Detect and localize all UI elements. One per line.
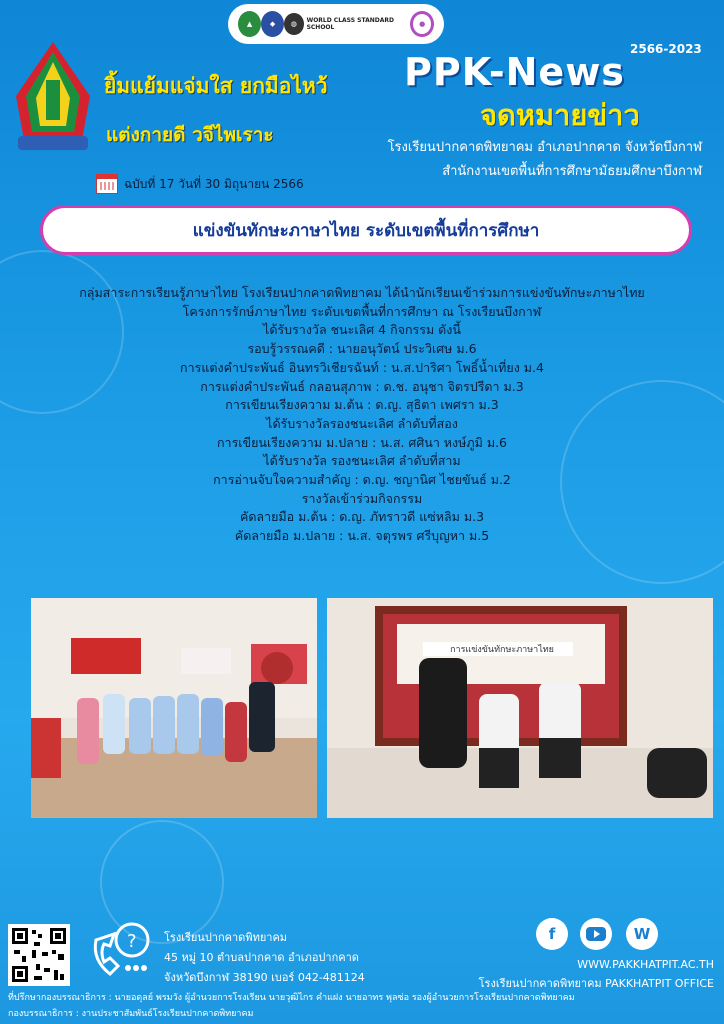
year-label: 2566-2023 [630,42,702,56]
address-line: 45 หมู่ 10 ตำบลปากคาด อำเภอปากคาด [164,951,359,964]
body-line: ได้รับรางวัลรองชนะเลิศ ลำดับที่สอง [266,415,458,431]
world-class-text: WORLD CLASS STANDARD SCHOOL [306,17,394,31]
body-line: คัดลายมือ ม.ต้น : ด.ญ. ภัทราวดี แซ่หลิม ม.3 [239,509,485,525]
newsletter-subtitle: จดหมายข่าว [480,98,640,132]
headline-banner: แข่งขันทักษะภาษาไทย ระดับเขตพื้นที่การศึกษา [40,205,692,255]
issue-info [96,174,304,194]
school-logo-icon: ▲ [238,11,261,37]
phone-chat-icon [88,920,152,980]
body-line: โครงการรักษ์ภาษาไทย ระดับเขตพื้นที่การศึกษา ณ โรงเรียนบึงกาฬ [182,303,542,319]
body-line: ได้รับรางวัล รองชนะเลิศ ลำดับที่สาม [263,453,461,469]
district-logo-icon: ◆ [261,11,284,37]
school-emblem-icon [10,40,96,152]
world-class-logo [284,13,410,35]
issue-text: ฉบับที่ 17 วันที่ 30 มิถุนายน 2566 [124,176,304,191]
website-icon[interactable]: W [626,918,658,950]
body-line: คัดลายมือ ม.ปลาย : น.ส. จตุรพร ศรีบุญหา ม.5 [234,528,490,544]
top-logo-bar [228,4,444,44]
address-line: จังหวัดบึงกาฬ 38190 เบอร์ 042-481124 [164,971,365,984]
ppk-logo-icon: ● [410,11,434,37]
school-address [164,928,365,988]
group-photo [31,598,317,818]
youtube-icon[interactable] [580,918,612,950]
slogan-line-1: ยิ้มแย้มแจ่มใส ยกมือไหว้ [104,74,328,98]
students-photo [327,598,713,818]
school-name-line: โรงเรียนปากคาดพิทยาคม อำเภอปากคาด จังหวัดบึงกาฬ [387,140,702,155]
svg-text:?: ? [127,931,137,952]
photo-banner-text: การแข่งขันทักษะภาษาไทย [450,645,554,655]
office-name: โรงเรียนปากคาดพิทยาคม PAKKHATPIT OFFICE [478,977,714,990]
slogan-line-2: แต่งกายดี วจีไพเราะ [106,124,274,146]
education-office-line: สำนักงานเขตพื้นที่การศึกษามัธยมศึกษาบึงกาฬ [442,164,702,179]
body-line: กลุ่มสาระการเรียนรู้ภาษาไทย โรงเรียนปากคาดพิทยาคม ได้นำนักเรียนเข้าร่วมการแข่งขันทักษะภาษาไทย [79,285,645,300]
editor-credits: กองบรรณาธิการ : งานประชาสัมพันธ์โรงเรียนปากคาดพิทยาคม [8,1009,254,1019]
body-line: รอบรู้วรรณคดี : นายอนุวัตน์ ประวิเศษ ม.6 [247,341,477,357]
globe-icon: ◍ [284,13,303,35]
body-line: รางวัลเข้าร่วมกิจกรรม [301,490,423,506]
website-link[interactable]: WWW.PAKKHATPIT.AC.TH [577,958,714,971]
body-line: การอ่านจับใจความสำคัญ : ด.ญ. ชญานิศ ไชยขันธ์ ม.2 [213,472,511,488]
body-line: การเขียนเรียงความ ม.ต้น : ด.ญ. สุธิตา เพศรา ม.3 [225,397,499,413]
body-line: การแต่งคำประพันธ์ อินทรวิเชียรฉันท์ : น.ส.ปาริศา โพธิ์น้ำเที่ยง ม.4 [180,359,544,375]
news-body [0,284,724,546]
body-line: ได้รับรางวัล ชนะเลิศ 4 กิจกรรม ดังนี้ [263,322,461,338]
body-line: การแต่งคำประพันธ์ กลอนสุภาพ : ด.ช. อนุชา จิตรปรีดา ม.3 [200,378,524,394]
body-line: การเขียนเรียงความ ม.ปลาย : น.ส. ศศินา หงษ์ภูมิ ม.6 [216,434,508,450]
qr-code-icon[interactable] [8,924,70,986]
address-line: โรงเรียนปากคาดพิทยาคม [164,931,288,944]
facebook-icon[interactable]: f [536,918,568,950]
calendar-icon [96,174,118,194]
newsletter-title: PPK-News [404,50,625,94]
advisor-credits: ที่ปรึกษากองบรรณาธิการ : นายอดุลย์ พรมวัง ผู้อำนวยการโรงเรียน นายวุฒิไกร คำแฝง นายอาทร พุลซ่อ รองผู้อำนวยการโรงเรียนปากคาดพิทยาคม [8,993,575,1003]
